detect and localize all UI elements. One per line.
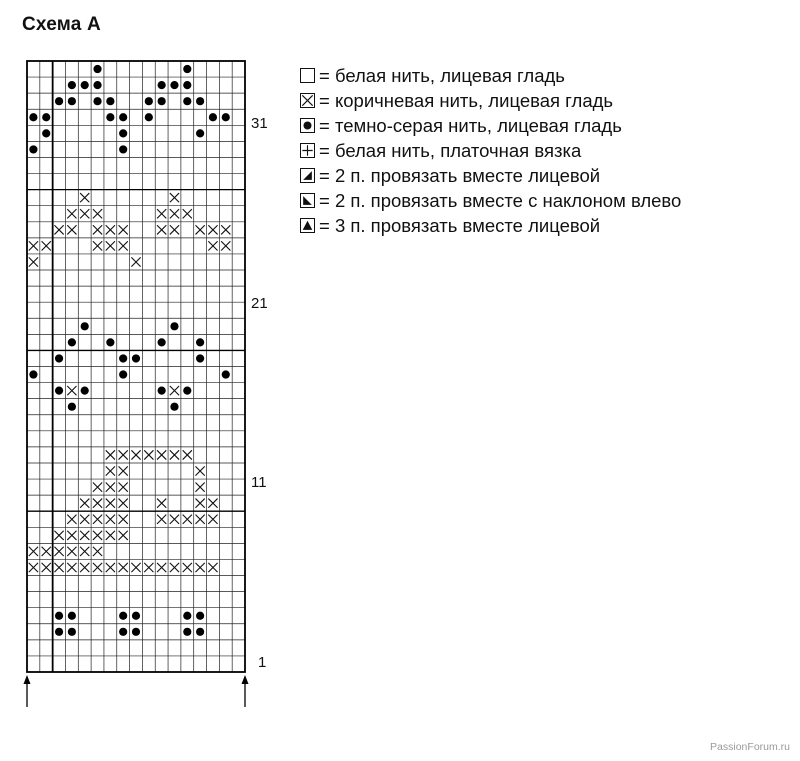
dark-grey-stitch-dot [55,354,63,362]
brown-stitch-cross [157,450,166,459]
dark-grey-stitch-dot [81,322,89,330]
brown-stitch-cross [42,563,51,572]
dark-grey-stitch-dot [106,97,114,105]
legend-item-white-garter [300,138,681,163]
brown-stitch-cross [196,482,205,491]
dark-grey-stitch-dot [119,370,127,378]
dark-grey-stitch-dot [196,97,204,105]
legend-text: = коричневая нить, лицевая гладь [319,89,614,111]
brown-stitch-cross [119,515,128,524]
brown-stitch-cross [29,563,38,572]
brown-stitch-cross [183,563,192,572]
brown-stitch-cross [208,225,217,234]
dark-grey-stitch-dot [68,628,76,636]
triangle-left-icon [300,193,315,208]
brown-stitch-cross [67,515,76,524]
dark-grey-stitch-dot [68,338,76,346]
dark-grey-stitch-dot [158,387,166,395]
cross-icon [300,93,315,108]
brown-stitch-cross [80,193,89,202]
brown-stitch-cross [131,563,140,572]
legend-item-brown-stockinette [300,88,681,113]
brown-stitch-cross [119,563,128,572]
dark-grey-stitch-dot [119,129,127,137]
brown-stitch-cross [42,241,51,250]
row-number-21: 21 [251,295,268,312]
brown-stitch-cross [80,515,89,524]
dark-grey-stitch-dot [55,97,63,105]
row-number-1: 1 [258,654,267,671]
dark-grey-stitch-dot [119,145,127,153]
brown-stitch-cross [93,547,102,556]
brown-stitch-cross [119,499,128,508]
legend-text: = 2 п. провязать вместе лицевой [319,164,601,186]
brown-stitch-cross [183,209,192,218]
plus-icon [300,143,315,158]
dark-grey-stitch-dot [183,65,191,73]
brown-stitch-cross [93,515,102,524]
brown-stitch-cross [196,499,205,508]
right-arrow-head-icon [242,675,249,684]
chart-title: Схема А [22,14,101,35]
dark-grey-stitch-dot [81,81,89,89]
brown-stitch-cross [80,531,89,540]
brown-stitch-cross [54,563,63,572]
brown-stitch-cross [221,241,230,250]
brown-stitch-cross [106,225,115,234]
dark-grey-stitch-dot [29,145,37,153]
brown-stitch-cross [196,515,205,524]
dark-grey-stitch-dot [42,129,50,137]
row-number-11: 11 [251,474,267,491]
brown-stitch-cross [170,225,179,234]
brown-stitch-cross [183,450,192,459]
dark-grey-stitch-dot [145,113,153,121]
dark-grey-stitch-dot [29,370,37,378]
brown-stitch-cross [106,482,115,491]
dark-grey-stitch-dot [68,612,76,620]
dark-grey-stitch-dot [183,81,191,89]
brown-stitch-cross [93,482,102,491]
brown-stitch-cross [196,225,205,234]
legend-text: = белая нить, платочная вязка [319,139,582,161]
brown-stitch-cross [196,466,205,475]
dark-grey-stitch-dot [119,628,127,636]
brown-stitch-cross [106,563,115,572]
dark-grey-stitch-dot [119,612,127,620]
brown-stitch-cross [119,466,128,475]
dark-grey-stitch-dot [209,113,217,121]
dark-grey-stitch-dot [183,387,191,395]
empty-square-icon [300,68,315,83]
dark-grey-stitch-dot [196,129,204,137]
dark-grey-stitch-dot [222,370,230,378]
brown-stitch-cross [29,547,38,556]
dark-grey-stitch-dot [93,65,101,73]
brown-stitch-cross [119,225,128,234]
brown-stitch-cross [106,531,115,540]
dark-grey-stitch-dot [119,113,127,121]
dark-grey-stitch-dot [119,354,127,362]
brown-stitch-cross [42,547,51,556]
legend-text: = белая нить, лицевая гладь [319,64,565,86]
dark-grey-stitch-dot [93,81,101,89]
legend-text: = темно-серая нить, лицевая гладь [319,114,622,136]
dark-grey-stitch-dot [106,113,114,121]
brown-stitch-cross [170,209,179,218]
brown-stitch-cross [93,531,102,540]
brown-stitch-cross [80,563,89,572]
brown-stitch-cross [67,563,76,572]
dark-grey-stitch-dot [68,403,76,411]
brown-stitch-cross [54,547,63,556]
dark-grey-stitch-dot [68,81,76,89]
legend-item-dark-grey-stockinette [300,113,681,138]
brown-stitch-cross [67,531,76,540]
legend-text: = 3 п. провязать вместе лицевой [319,214,601,236]
dark-grey-stitch-dot [42,113,50,121]
brown-stitch-cross [157,563,166,572]
dark-grey-stitch-dot [170,81,178,89]
brown-stitch-cross [54,531,63,540]
brown-stitch-cross [170,515,179,524]
dark-grey-stitch-dot [222,113,230,121]
dark-grey-stitch-dot [29,113,37,121]
brown-stitch-cross [170,450,179,459]
dark-grey-stitch-dot [81,387,89,395]
dark-grey-stitch-dot [183,628,191,636]
legend-item-k2tog [300,163,681,188]
legend-item-k3tog [300,213,681,238]
legend-item-white-stockinette [300,63,681,88]
dark-grey-stitch-dot [55,628,63,636]
brown-stitch-cross [144,563,153,572]
dark-grey-stitch-dot [196,338,204,346]
brown-stitch-cross [157,515,166,524]
legend [300,63,681,238]
brown-stitch-cross [119,241,128,250]
dark-grey-stitch-dot [145,97,153,105]
dark-grey-stitch-dot [170,403,178,411]
dark-grey-stitch-dot [196,612,204,620]
brown-stitch-cross [131,450,140,459]
brown-stitch-cross [157,209,166,218]
brown-stitch-cross [208,499,217,508]
brown-stitch-cross [221,225,230,234]
brown-stitch-cross [93,209,102,218]
legend-item-ssk [300,188,681,213]
brown-stitch-cross [131,257,140,266]
brown-stitch-cross [183,515,192,524]
dark-grey-stitch-dot [158,338,166,346]
brown-stitch-cross [80,547,89,556]
brown-stitch-cross [67,547,76,556]
brown-stitch-cross [106,499,115,508]
dark-grey-stitch-dot [132,354,140,362]
dark-grey-stitch-dot [93,97,101,105]
dark-grey-stitch-dot [183,97,191,105]
brown-stitch-cross [93,225,102,234]
brown-stitch-cross [80,209,89,218]
brown-stitch-cross [119,531,128,540]
brown-stitch-cross [80,499,89,508]
dark-grey-stitch-dot [68,97,76,105]
brown-stitch-cross [208,241,217,250]
brown-stitch-cross [208,515,217,524]
legend-text: = 2 п. провязать вместе с наклоном влево [319,189,682,211]
dark-grey-stitch-dot [196,354,204,362]
brown-stitch-cross [106,466,115,475]
dark-grey-stitch-dot [132,612,140,620]
dark-grey-stitch-dot [106,338,114,346]
brown-stitch-cross [144,450,153,459]
brown-stitch-cross [157,225,166,234]
dark-grey-stitch-dot [158,97,166,105]
brown-stitch-cross [29,257,38,266]
dark-grey-stitch-dot [132,628,140,636]
brown-stitch-cross [93,241,102,250]
row-number-31: 31 [251,115,268,132]
brown-stitch-cross [170,563,179,572]
brown-stitch-cross [93,499,102,508]
brown-stitch-cross [170,193,179,202]
triangle-up-icon [300,218,315,233]
brown-stitch-cross [67,225,76,234]
left-arrow-head-icon [24,675,31,684]
watermark: PassionForum.ru [710,741,790,753]
brown-stitch-cross [119,450,128,459]
brown-stitch-cross [29,241,38,250]
brown-stitch-cross [106,450,115,459]
brown-stitch-cross [93,563,102,572]
brown-stitch-cross [106,241,115,250]
brown-stitch-cross [67,386,76,395]
dark-grey-stitch-dot [158,81,166,89]
brown-stitch-cross [119,482,128,491]
dot-icon [300,118,315,133]
dark-grey-stitch-dot [55,612,63,620]
dark-grey-stitch-dot [55,387,63,395]
brown-stitch-cross [170,386,179,395]
dark-grey-stitch-dot [170,322,178,330]
brown-stitch-cross [106,515,115,524]
dark-grey-stitch-dot [183,612,191,620]
brown-stitch-cross [54,225,63,234]
triangle-right-icon [300,168,315,183]
brown-stitch-cross [157,499,166,508]
brown-stitch-cross [67,209,76,218]
dark-grey-stitch-dot [196,628,204,636]
brown-stitch-cross [196,563,205,572]
brown-stitch-cross [208,563,217,572]
